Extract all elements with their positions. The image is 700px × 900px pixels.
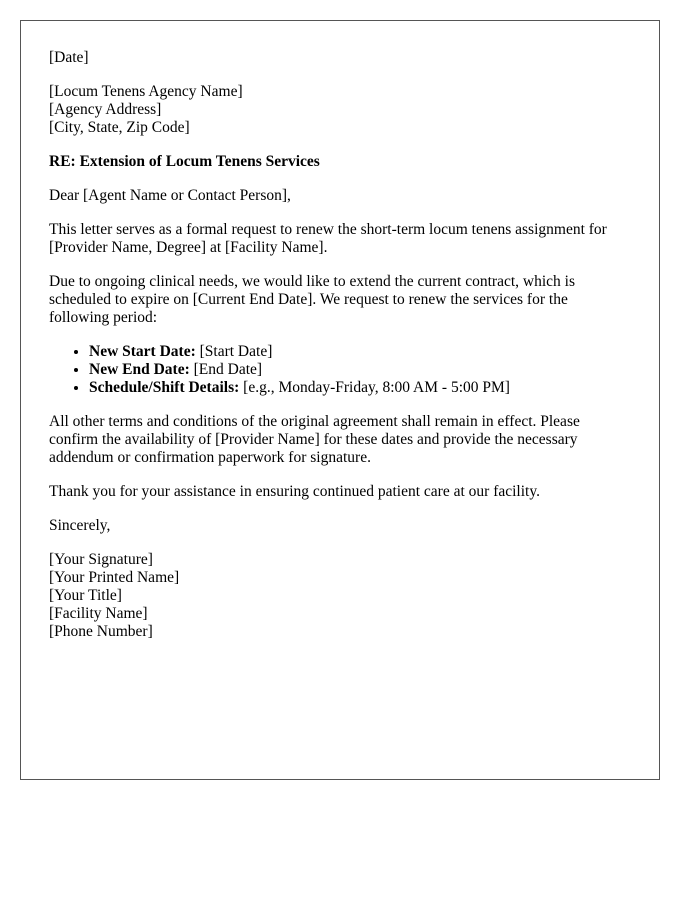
signature-block: [49, 551, 631, 641]
body-paragraph-2: Due to ongoing clinical needs, we would like to extend the current contract, which is scheduled to expire on [Current End Date]. We request to renew the services for the following period:: [49, 273, 575, 326]
body-paragraph-1: This letter serves as a formal request to renew the short-term locum tenens assignment for [Provider Name, Degree] at [Facility Name].: [49, 221, 607, 256]
signer-title: [Your Title]: [49, 587, 122, 604]
list-item: [89, 343, 631, 361]
closing-paragraph-1: All other terms and conditions of the original agreement shall remain in effect. Please confirm the availability of [Provider Name] for these dates and provide the necessary addendum or confirmation paperwork for signature.: [49, 413, 580, 466]
subject-line: RE: Extension of Locum Tenens Services: [49, 153, 320, 170]
new-end-date-label: New End Date:: [89, 361, 190, 378]
printed-name: [Your Printed Name]: [49, 569, 180, 586]
new-start-date-value: [Start Date]: [195, 343, 273, 360]
salutation: Dear [Agent Name or Contact Person],: [49, 187, 291, 204]
new-end-date-value: [End Date]: [189, 361, 263, 378]
schedule-details-value: [e.g., Monday-Friday, 8:00 AM - 5:00 PM]: [239, 379, 510, 396]
agency-name: [Locum Tenens Agency Name]: [49, 83, 243, 100]
letter-date: [Date]: [49, 49, 89, 66]
schedule-details-label: Schedule/Shift Details:: [89, 379, 240, 396]
list-item: [89, 361, 631, 379]
valediction: Sincerely,: [49, 517, 111, 534]
agency-city-state-zip: [City, State, Zip Code]: [49, 119, 190, 136]
signer-facility: [Facility Name]: [49, 605, 148, 622]
agency-address: [Agency Address]: [49, 101, 162, 118]
renewal-terms-list: [49, 343, 631, 397]
letter-page: [20, 20, 660, 780]
closing-paragraph-2: Thank you for your assistance in ensuring continued patient care at our facility.: [49, 483, 540, 500]
list-item: [89, 379, 631, 397]
recipient-address: [49, 83, 631, 137]
signer-phone: [Phone Number]: [49, 623, 153, 640]
new-start-date-label: New Start Date:: [89, 343, 196, 360]
signature-line: [Your Signature]: [49, 551, 153, 568]
